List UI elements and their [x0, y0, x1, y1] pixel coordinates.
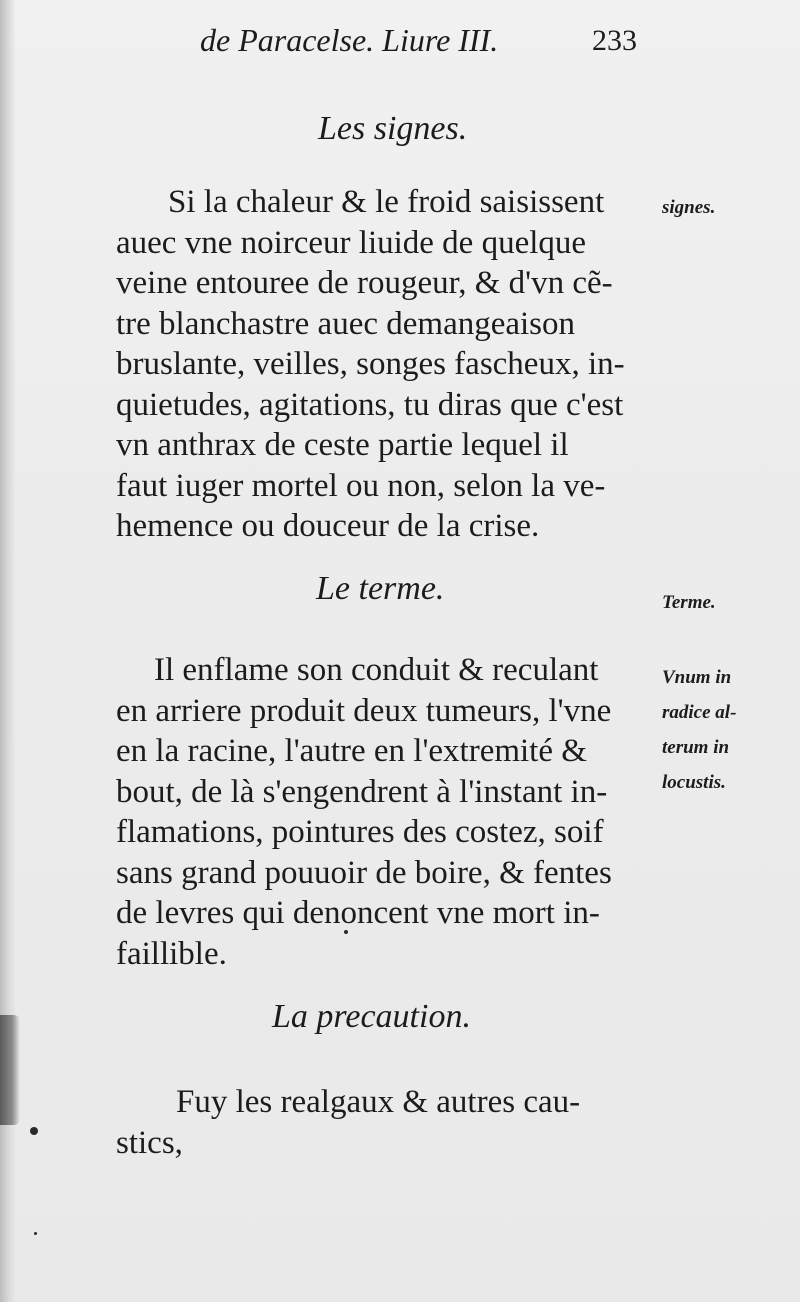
text-line: veine entouree de rougeur, & d'vn cẽ-: [116, 265, 613, 301]
margin-note-line: Terme.: [662, 592, 716, 613]
text-line: bout, de là s'engendrent à l'instant in-: [116, 773, 608, 810]
text-line: Fuy les realgaux & autres cau-: [176, 1084, 581, 1120]
text-line: Si la chaleur & le froid saisissent: [168, 184, 605, 220]
paragraph: [116, 182, 656, 547]
text-line: flamations, pointures des costez, soif: [116, 814, 604, 850]
side-note-line: radice al-: [662, 702, 737, 723]
section-heading: Le terme.: [316, 570, 445, 607]
side-note-line: Vnum in: [662, 667, 732, 688]
page-number: 233: [592, 24, 637, 57]
text-line: quietudes, agitations, tu diras que c'est: [116, 386, 624, 423]
section-heading: Les signes.: [318, 110, 468, 147]
ink-speck: [30, 1127, 38, 1135]
paragraph: [116, 1082, 656, 1163]
text-line: auec vne noirceur liuide de quelque: [116, 224, 587, 261]
text-line: bruslante, veilles, songes fascheux, in-: [116, 346, 625, 382]
text-line: hemence ou douceur de la crise.: [116, 508, 540, 544]
margin-side-note: [662, 660, 736, 800]
binding-clip: [0, 1015, 20, 1125]
side-note-line: locustis.: [662, 772, 726, 793]
text-line: en arriere produit deux tumeurs, l'vne: [116, 692, 612, 729]
text-line: vn anthrax de ceste partie lequel il: [116, 427, 569, 463]
text-line: faillible.: [116, 935, 227, 972]
ink-speck: [34, 1232, 37, 1235]
side-note-line: terum in: [662, 737, 730, 758]
text-line: Il enflame son conduit & reculant: [154, 652, 599, 688]
text-line: sans grand pouuoir de boire, & fentes: [116, 854, 612, 891]
text-line: stics,: [116, 1124, 183, 1161]
page-header: [200, 22, 660, 66]
margin-note: [662, 585, 716, 620]
text-line: faut iuger mortel ou non, selon la ve-: [116, 467, 606, 504]
text-line: en la racine, l'autre en l'extremité &: [116, 733, 587, 769]
text-line: tre blanchastre auec demangeaison: [116, 305, 576, 342]
running-head: de Paracelse. Liure III.: [200, 22, 499, 58]
margin-note-line: signes.: [662, 197, 716, 218]
text-line: de levres qui denoncent vne mort in-: [116, 895, 600, 931]
paragraph: [116, 650, 656, 974]
section-heading: La precaution.: [272, 998, 471, 1035]
margin-note: [662, 190, 715, 225]
